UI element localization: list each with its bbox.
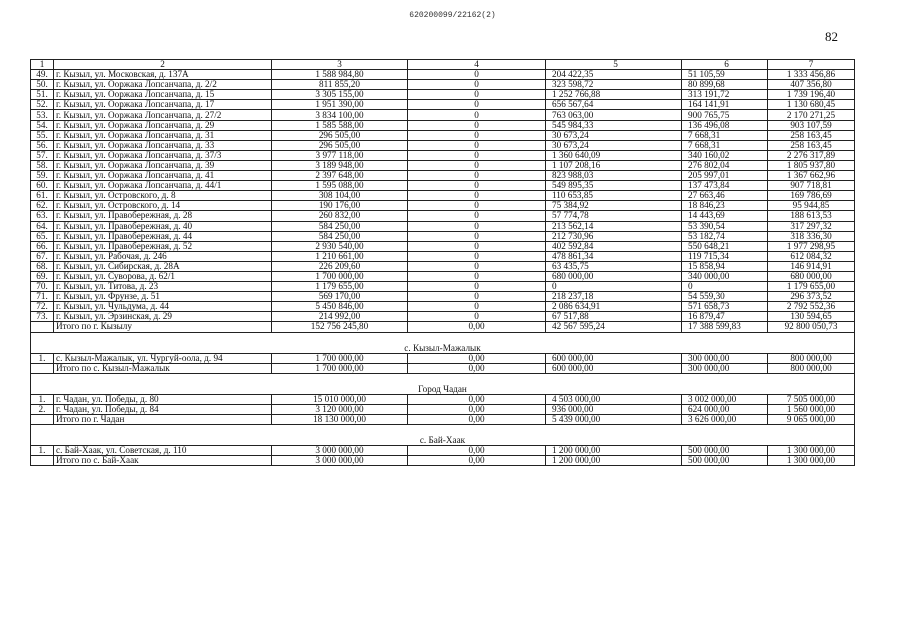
table-cell: 3 305 155,00 [272, 90, 408, 100]
table-cell: 1 333 456,86 [768, 70, 855, 80]
table-cell: 190 176,00 [272, 201, 408, 211]
table-cell: Итого по г. Чадан [54, 414, 272, 424]
table-cell: 0,00 [408, 456, 546, 466]
table-cell: 3 189 948,00 [272, 160, 408, 170]
table-cell: 571 658,73 [682, 302, 768, 312]
table-cell: 15 010 000,00 [272, 394, 408, 404]
section-title: с. Бай-Хаак [31, 425, 855, 446]
table-cell: 1 700 000,00 [272, 363, 408, 373]
table-cell: 1 560 000,00 [768, 404, 855, 414]
table-cell: 0,00 [408, 322, 546, 332]
table-cell: 1 588 984,80 [272, 70, 408, 80]
table-cell: 62. [31, 201, 54, 211]
table-cell: 0 [408, 70, 546, 80]
table-cell: 75 384,92 [546, 201, 682, 211]
table-cell: 0 [408, 221, 546, 231]
table-cell [31, 322, 54, 332]
table-row [31, 302, 855, 312]
table-cell: 68. [31, 261, 54, 271]
table-row [31, 70, 855, 80]
table-cell: 137 473,84 [682, 181, 768, 191]
table-cell: 136 496,08 [682, 120, 768, 130]
table-row [31, 140, 855, 150]
table-cell: 0 [408, 150, 546, 160]
table-cell: 51 105,59 [682, 70, 768, 80]
table-cell: г. Кызыл, ул. Чульдума, д. 44 [54, 302, 272, 312]
table-cell: г. Кызыл, ул. Ооржака Лопсанчапа, д. 27/2 [54, 110, 272, 120]
table-cell: 54 559,30 [682, 292, 768, 302]
table-cell: 30 673,24 [546, 130, 682, 140]
table-cell: 119 715,34 [682, 251, 768, 261]
table-cell: 0 [408, 120, 546, 130]
table-row [31, 191, 855, 201]
table-cell: 1 805 937,80 [768, 160, 855, 170]
table-cell: 0,00 [408, 363, 546, 373]
table-cell: 0 [408, 110, 546, 120]
table-cell: 218 237,18 [546, 292, 682, 302]
table-cell: 27 663,46 [682, 191, 768, 201]
table-cell: 0 [682, 282, 768, 292]
table-cell: 1 179 655,00 [768, 282, 855, 292]
table-cell: 57 774,78 [546, 211, 682, 221]
table-row [31, 394, 855, 404]
total-row [31, 456, 855, 466]
table-cell: 2 086 634,91 [546, 302, 682, 312]
budget-table [30, 59, 855, 466]
table-cell: 212 730,96 [546, 231, 682, 241]
table-cell: 0 [408, 90, 546, 100]
table-cell: 152 756 245,80 [272, 322, 408, 332]
table-cell: г. Кызыл, ул. Правобережная, д. 28 [54, 211, 272, 221]
table-cell: 1 700 000,00 [272, 353, 408, 363]
table-cell: 680 000,00 [546, 271, 682, 281]
table-cell: 656 567,64 [546, 100, 682, 110]
table-cell: г. Кызыл, ул. Правобережная, д. 44 [54, 231, 272, 241]
table-cell: 624 000,00 [682, 404, 768, 414]
table-row [31, 251, 855, 261]
table-cell: 907 718,81 [768, 181, 855, 191]
table-cell: 1 107 208,16 [546, 160, 682, 170]
table-cell: 58. [31, 160, 54, 170]
table-cell: г. Кызыл, ул. Фрунзе, д. 51 [54, 292, 272, 302]
table-cell: г. Кызыл, ул. Московская, д. 137А [54, 70, 272, 80]
table-cell: г. Кызыл, ул. Ооржака Лопсанчапа, д. 29 [54, 120, 272, 130]
table-cell: 1 595 088,00 [272, 181, 408, 191]
table-cell: 50. [31, 80, 54, 90]
table-cell: 226 209,60 [272, 261, 408, 271]
table-cell: 67. [31, 251, 54, 261]
table-cell: 1 700 000,00 [272, 271, 408, 281]
table-row [31, 241, 855, 251]
table-cell: 169 786,69 [768, 191, 855, 201]
table-cell: 205 997,01 [682, 171, 768, 181]
table-cell: 3 [272, 60, 408, 70]
table-cell: 258 163,45 [768, 140, 855, 150]
table-cell: 60. [31, 181, 54, 191]
table-cell: г. Кызыл, ул. Ооржака Лопсанчапа, д. 44/1 [54, 181, 272, 191]
table-row [31, 100, 855, 110]
table-cell: 59. [31, 171, 54, 181]
table-cell: 49. [31, 70, 54, 80]
table-cell: 1 200 000,00 [546, 446, 682, 456]
table-cell: 0 [408, 191, 546, 201]
table-row [31, 292, 855, 302]
table-cell: 4 [408, 60, 546, 70]
table-cell: 903 107,59 [768, 120, 855, 130]
table-row [31, 211, 855, 221]
table-cell: 1 300 000,00 [768, 456, 855, 466]
table-row [31, 201, 855, 211]
table-cell: 1 130 680,45 [768, 100, 855, 110]
table-cell: 6 [682, 60, 768, 70]
table-row [31, 130, 855, 140]
table-cell: 53 390,54 [682, 221, 768, 231]
table-cell: 53 182,74 [682, 231, 768, 241]
table-cell: 0 [408, 302, 546, 312]
table-cell: 0,00 [408, 414, 546, 424]
table-cell: г. Кызыл, ул. Ооржака Лопсанчапа, д. 15 [54, 90, 272, 100]
page-number: 82 [825, 29, 838, 44]
table-cell: 3 000 000,00 [272, 446, 408, 456]
table-cell: 313 191,72 [682, 90, 768, 100]
table-cell: 52. [31, 100, 54, 110]
table-cell: 95 944,85 [768, 201, 855, 211]
section-header-row [31, 425, 855, 446]
table-cell [31, 363, 54, 373]
table-cell: 811 855,20 [272, 80, 408, 90]
table-cell: 0 [408, 261, 546, 271]
table-cell: 300 000,00 [682, 363, 768, 373]
table-cell: 323 598,72 [546, 80, 682, 90]
section-header-row [31, 332, 855, 353]
table-cell: 1 210 661,00 [272, 251, 408, 261]
table-header-row [31, 60, 855, 70]
table-cell: 57. [31, 150, 54, 160]
table-cell: 3 002 000,00 [682, 394, 768, 404]
table-cell: 72. [31, 302, 54, 312]
table-row [31, 353, 855, 363]
table-cell: 1 951 390,00 [272, 100, 408, 110]
table-cell: 1 739 196,40 [768, 90, 855, 100]
table-cell: 3 626 000,00 [682, 414, 768, 424]
section-title: Город Чадан [31, 373, 855, 394]
table-cell [31, 414, 54, 424]
table-cell: 80 899,68 [682, 80, 768, 90]
table-cell: 15 858,94 [682, 261, 768, 271]
table-cell: 500 000,00 [682, 446, 768, 456]
table-cell: 1 360 640,09 [546, 150, 682, 160]
table-row [31, 160, 855, 170]
table-cell: 0 [408, 292, 546, 302]
table-cell: 1 179 655,00 [272, 282, 408, 292]
total-row [31, 414, 855, 424]
table-cell: 0 [408, 241, 546, 251]
table-cell: 0 [408, 80, 546, 90]
table-cell: 18 846,23 [682, 201, 768, 211]
table-cell: 5 [546, 60, 682, 70]
table-cell: 7 505 000,00 [768, 394, 855, 404]
table-cell: 14 443,69 [682, 211, 768, 221]
table-cell: 550 648,21 [682, 241, 768, 251]
table-cell: 64. [31, 221, 54, 231]
table-cell: 1 367 662,96 [768, 171, 855, 181]
total-row [31, 363, 855, 373]
section-header-row [31, 373, 855, 394]
table-cell: г. Кызыл, ул. Правобережная, д. 40 [54, 221, 272, 231]
table-cell: 569 170,00 [272, 292, 408, 302]
table-cell: 63 435,75 [546, 261, 682, 271]
table-cell: 0,00 [408, 404, 546, 414]
table-cell: 3 000 000,00 [272, 456, 408, 466]
table-row [31, 282, 855, 292]
table-cell: 65. [31, 231, 54, 241]
table-cell: 2 [54, 60, 272, 70]
table-cell: 296 505,00 [272, 130, 408, 140]
table-cell: г. Чадан, ул. Победы, д. 80 [54, 394, 272, 404]
table-cell: 0 [408, 171, 546, 181]
table-row [31, 80, 855, 90]
table-row [31, 120, 855, 130]
table-cell: 204 422,35 [546, 70, 682, 80]
table-cell: 584 250,00 [272, 231, 408, 241]
table-cell: 600 000,00 [546, 363, 682, 373]
table-cell: 3 977 118,00 [272, 150, 408, 160]
document-id: 620200099/22162(2) [409, 11, 496, 20]
table-cell: с. Бай-Хаак, ул. Советская, д. 110 [54, 446, 272, 456]
table-cell: 1 585 588,00 [272, 120, 408, 130]
table-cell: г. Кызыл, ул. Островского, д. 8 [54, 191, 272, 201]
table-cell: Итого по с. Бай-Хаак [54, 456, 272, 466]
table-row [31, 150, 855, 160]
table-cell: 188 613,53 [768, 211, 855, 221]
table-cell: 53. [31, 110, 54, 120]
table-cell: г. Кызыл, ул. Островского, д. 14 [54, 201, 272, 211]
table-cell: 7 668,31 [682, 140, 768, 150]
table-cell: г. Кызыл, ул. Ооржака Лопсанчапа, д. 17 [54, 100, 272, 110]
table-cell: 0 [408, 231, 546, 241]
table-cell: 478 861,34 [546, 251, 682, 261]
table-row [31, 221, 855, 231]
table-cell: 0 [408, 271, 546, 281]
table-cell: 2 170 271,25 [768, 110, 855, 120]
table-cell: 51. [31, 90, 54, 100]
table-cell: г. Кызыл, ул. Правобережная, д. 52 [54, 241, 272, 251]
table-cell: г. Чадан, ул. Победы, д. 84 [54, 404, 272, 414]
table-cell: 18 130 000,00 [272, 414, 408, 424]
table-cell: 164 141,91 [682, 100, 768, 110]
table-cell: г. Кызыл, ул. Рабочая, д. 246 [54, 251, 272, 261]
table-row [31, 446, 855, 456]
table-cell: 2 930 540,00 [272, 241, 408, 251]
table-cell: г. Кызыл, ул. Эрзинская, д. 29 [54, 312, 272, 322]
table-row [31, 312, 855, 322]
table-cell: 55. [31, 130, 54, 140]
table-cell: 680 000,00 [768, 271, 855, 281]
table-cell: 71. [31, 292, 54, 302]
table-row [31, 181, 855, 191]
table-cell: 1 252 766,88 [546, 90, 682, 100]
table-cell: 0 [408, 130, 546, 140]
table-cell: 0 [408, 211, 546, 221]
table-cell: 110 653,85 [546, 191, 682, 201]
table-cell: 900 765,75 [682, 110, 768, 120]
table-cell: 69. [31, 271, 54, 281]
table-cell: 0 [408, 201, 546, 211]
table-cell: 1. [31, 446, 54, 456]
table-cell: 16 879,47 [682, 312, 768, 322]
table-cell: 296 373,52 [768, 292, 855, 302]
table-cell: г. Кызыл, ул. Ооржака Лопсанчапа, д. 37/3 [54, 150, 272, 160]
table-cell: 130 594,65 [768, 312, 855, 322]
table-cell: Итого по с. Кызыл-Мажалык [54, 363, 272, 373]
table-cell: 0 [408, 282, 546, 292]
table-cell: с. Кызыл-Мажалык, ул. Чургуй-оола, д. 94 [54, 353, 272, 363]
section-title: с. Кызыл-Мажалык [31, 332, 855, 353]
table-cell: 800 000,00 [768, 363, 855, 373]
table-row [31, 90, 855, 100]
table-cell: г. Кызыл, ул. Ооржака Лопсанчапа, д. 33 [54, 140, 272, 150]
table-cell: 0,00 [408, 394, 546, 404]
table-cell: 2. [31, 404, 54, 414]
table-cell: 402 592,84 [546, 241, 682, 251]
table-cell: 5 439 000,00 [546, 414, 682, 424]
table-cell: г. Кызыл, ул. Ооржака Лопсанчапа, д. 31 [54, 130, 272, 140]
table-cell: 1. [31, 353, 54, 363]
table-cell: 7 668,31 [682, 130, 768, 140]
table-cell: 61. [31, 191, 54, 201]
table-cell: 800 000,00 [768, 353, 855, 363]
table-cell: 67 517,88 [546, 312, 682, 322]
table-cell: г. Кызыл, ул. Титова, д. 23 [54, 282, 272, 292]
table-cell: 9 065 000,00 [768, 414, 855, 424]
table-cell: 7 [768, 60, 855, 70]
table-cell: 70. [31, 282, 54, 292]
table-cell: Итого по г. Кызылу [54, 322, 272, 332]
table-cell: 1 300 000,00 [768, 446, 855, 456]
table-cell: 0 [408, 312, 546, 322]
table-cell: 5 450 846,00 [272, 302, 408, 312]
table-cell: 340 160,02 [682, 150, 768, 160]
table-cell: 2 276 317,89 [768, 150, 855, 160]
table-cell: 500 000,00 [682, 456, 768, 466]
table-row [31, 171, 855, 181]
table-cell: 0 [408, 181, 546, 191]
table-cell: 823 988,03 [546, 171, 682, 181]
table-cell: 2 792 552,36 [768, 302, 855, 312]
table-cell: г. Кызыл, ул. Суворова, д. 62/1 [54, 271, 272, 281]
total-row [31, 322, 855, 332]
table-cell: 17 388 599,83 [682, 322, 768, 332]
table-cell: 3 120 000,00 [272, 404, 408, 414]
table-cell: 63. [31, 211, 54, 221]
table-cell: 936 000,00 [546, 404, 682, 414]
table-cell: 549 895,35 [546, 181, 682, 191]
table-cell: 73. [31, 312, 54, 322]
table-cell: 340 000,00 [682, 271, 768, 281]
table-cell: 584 250,00 [272, 221, 408, 231]
table-cell: г. Кызыл, ул. Ооржака Лопсанчапа, д. 41 [54, 171, 272, 181]
table-cell: 3 834 100,00 [272, 110, 408, 120]
table-cell: 1 [31, 60, 54, 70]
table-cell: 30 673,24 [546, 140, 682, 150]
table-cell: 56. [31, 140, 54, 150]
table-cell: 0 [408, 100, 546, 110]
table-cell: 612 084,32 [768, 251, 855, 261]
table-cell: 600 000,00 [546, 353, 682, 363]
table-cell: 0 [408, 251, 546, 261]
table-cell: 0,00 [408, 446, 546, 456]
table-row [31, 231, 855, 241]
table-cell: 260 832,00 [272, 211, 408, 221]
table-cell: 1 977 298,95 [768, 241, 855, 251]
table-cell: 1 200 000,00 [546, 456, 682, 466]
table-cell: 92 800 050,73 [768, 322, 855, 332]
table-cell: 276 802,04 [682, 160, 768, 170]
table-cell: г. Кызыл, ул. Сибирская, д. 28А [54, 261, 272, 271]
table-cell: 763 063,00 [546, 110, 682, 120]
table-cell: 407 356,80 [768, 80, 855, 90]
table-cell: 317 297,32 [768, 221, 855, 231]
table-cell: 1. [31, 394, 54, 404]
table-cell: 66. [31, 241, 54, 251]
table-cell: 4 503 000,00 [546, 394, 682, 404]
table-cell: 213 562,14 [546, 221, 682, 231]
table-cell: 214 992,00 [272, 312, 408, 322]
table-cell [31, 456, 54, 466]
table-cell: 146 914,91 [768, 261, 855, 271]
table-cell: 0 [408, 140, 546, 150]
table-cell: г. Кызыл, ул. Ооржака Лопсанчапа, д. 39 [54, 160, 272, 170]
table-cell: 2 397 648,00 [272, 171, 408, 181]
table-row [31, 261, 855, 271]
table-row [31, 404, 855, 414]
table-row [31, 271, 855, 281]
table-cell: 296 505,00 [272, 140, 408, 150]
table-cell: 258 163,45 [768, 130, 855, 140]
table-cell: 0 [546, 282, 682, 292]
table-cell: 318 336,30 [768, 231, 855, 241]
table-cell: 0 [408, 160, 546, 170]
table-cell: 308 104,00 [272, 191, 408, 201]
table-cell: г. Кызыл, ул. Ооржака Лопсанчапа, д. 2/2 [54, 80, 272, 90]
table-cell: 54. [31, 120, 54, 130]
table-row [31, 110, 855, 120]
table-cell: 42 567 595,24 [546, 322, 682, 332]
table-cell: 545 984,33 [546, 120, 682, 130]
table-cell: 0,00 [408, 353, 546, 363]
table-cell: 300 000,00 [682, 353, 768, 363]
